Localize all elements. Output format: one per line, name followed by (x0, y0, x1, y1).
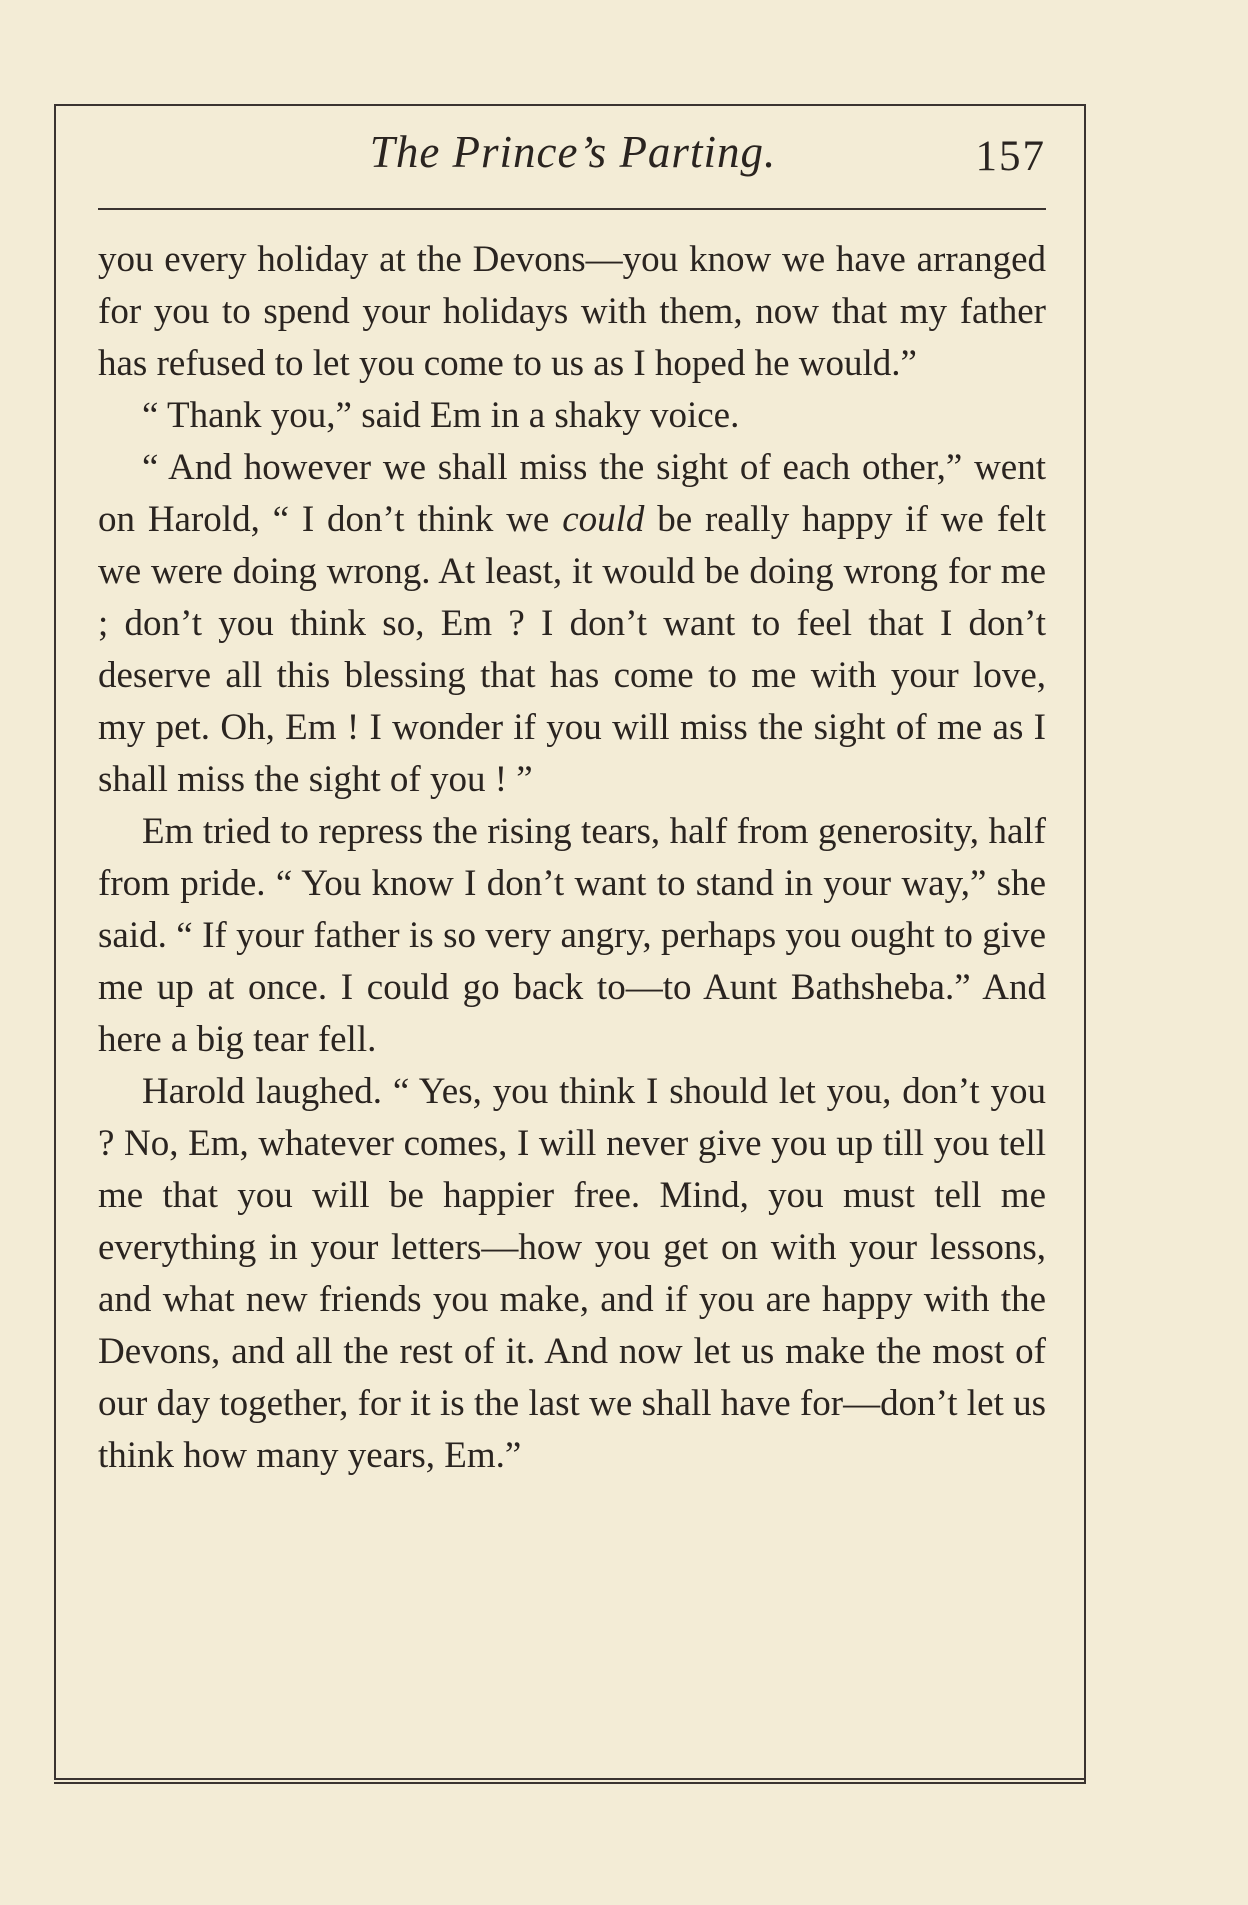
text-segment: “ Thank you,” said Em in a shaky voice. (142, 395, 740, 436)
running-title: The Prince’s Parting. (369, 127, 777, 177)
paragraph (98, 806, 1046, 1066)
italic-segment: could (562, 499, 645, 540)
paragraph (98, 1066, 1046, 1482)
page-number: 157 (975, 133, 1046, 180)
text-segment: you every holiday at the Devons—you know we have arranged for you to spend your holidays with them, now that my father has refused to let you come to us as I hoped he would.” (98, 239, 1046, 384)
frame-right-rule (1084, 110, 1086, 1784)
body-text (98, 234, 1046, 1482)
running-head (98, 126, 1048, 186)
text-segment: Harold laughed. “ Yes, you think I should let you, don’t you ? No, Em, whatever comes, I will never give you up till you tell me that you will be happier free. Mind, you must tell me everything in your letters—how you get on with your lessons, and what new friends you make, and if you are happy with the Devons, and all the rest of it. And now let us make the most of our day together, for it is the last we shall have for—don’t let us think how many years, Em.” (98, 1071, 1046, 1476)
frame-bottom-rule (54, 1782, 1086, 1784)
paragraph (98, 234, 1046, 390)
header-rule (98, 208, 1046, 210)
paragraph (98, 442, 1046, 806)
text-segment: Em tried to repress the rising tears, half from generosity, half from pride. “ You know I don’t want to stand in your way,” she said. “ If your father is so very angry, perhaps you ought to give me up at once. I could go back to—to Aunt Bathsheba.” And here a big tear fell. (98, 811, 1046, 1060)
text-segment: “ And however we shall miss the sight of each other,” went on Harold, “ I don’t think we (98, 447, 1046, 540)
text-segment: be really happy if we felt we were doing wrong. At least, it would be doing wrong for me ; don’t you think so, Em ? I don’t want to feel that I don’t deserve all this blessing that has come to me with your love, my pet. Oh, Em ! I wonder if you will miss the sight of me as I shall miss the sight of you ! ” (98, 499, 1046, 800)
paragraph (98, 390, 1046, 442)
